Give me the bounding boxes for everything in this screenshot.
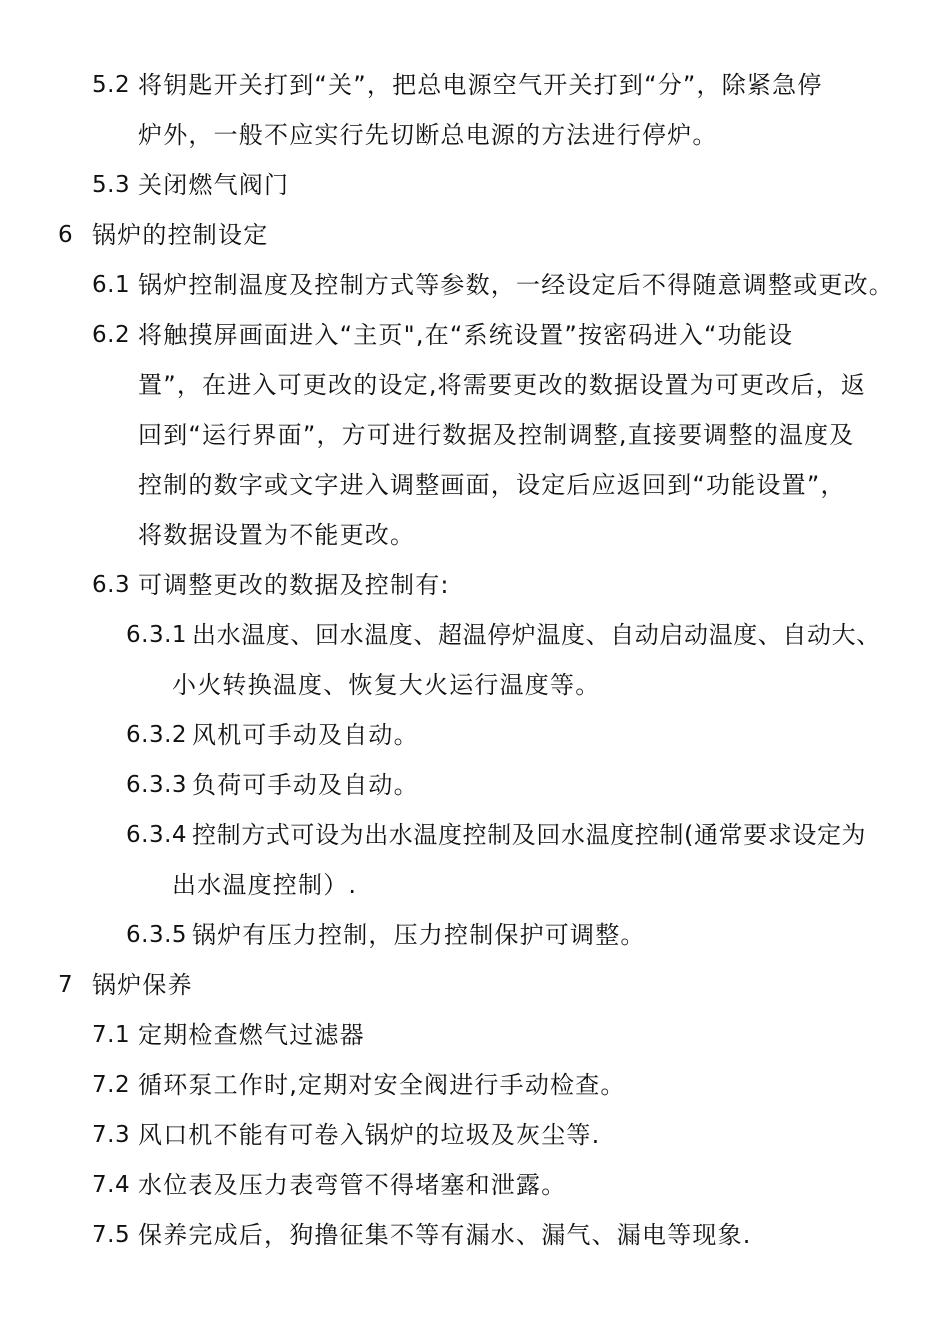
- item-number: 6.3.3: [126, 772, 188, 798]
- item-6-3: [0, 560, 950, 610]
- item-6-2-line-4: [0, 460, 950, 510]
- item-6-3-2: [0, 710, 950, 760]
- item-text: 出水温度控制）.: [172, 871, 358, 899]
- item-text: 炉外，一般不应实行先切断总电源的方法进行停炉。: [138, 121, 718, 149]
- item-5-2-line-2: [0, 110, 950, 160]
- item-text: 风口机不能有可卷入锅炉的垃圾及灰尘等.: [138, 1121, 601, 1149]
- item-number: 7.3: [92, 1122, 131, 1148]
- item-6-2-line-2: [0, 360, 950, 410]
- section-7-heading: [0, 960, 950, 1010]
- item-number: 6.3: [92, 572, 131, 598]
- item-text: 置”，在进入可更改的设定,将需要更改的数据设置为可更改后，返: [138, 371, 867, 399]
- item-text: 负荷可手动及自动。: [192, 771, 419, 799]
- item-6-3-5: [0, 910, 950, 960]
- item-text: 水位表及压力表弯管不得堵塞和泄露。: [138, 1171, 567, 1199]
- item-number: 7.1: [92, 1022, 131, 1048]
- item-6-3-1-line-1: [0, 610, 950, 660]
- item-7-1: [0, 1010, 950, 1060]
- item-text: 出水温度、回水温度、超温停炉温度、自动启动温度、自动大、: [192, 621, 881, 649]
- item-5-3: [0, 160, 950, 210]
- item-6-3-1-line-2: [0, 660, 950, 710]
- item-7-5: [0, 1210, 950, 1260]
- item-6-2-line-1: [0, 310, 950, 360]
- item-text: 定期检查燃气过滤器: [138, 1021, 365, 1049]
- item-text: 将触摸屏画面进入“主页",在“系统设置”按密码进入“功能设: [138, 321, 794, 349]
- section-title: 锅炉保养: [92, 971, 193, 999]
- item-text: 锅炉控制温度及控制方式等参数，一经设定后不得随意调整或更改。: [138, 271, 894, 299]
- item-6-3-4-line-1: [0, 810, 950, 860]
- item-number: 6.1: [92, 272, 131, 298]
- item-number: 6.3.4: [126, 822, 188, 848]
- item-6-2-line-5: [0, 510, 950, 560]
- item-number: 7.5: [92, 1222, 131, 1248]
- item-text: 可调整更改的数据及控制有:: [138, 571, 450, 599]
- item-6-1: [0, 260, 950, 310]
- item-number: 6.2: [92, 322, 131, 348]
- item-6-2-line-3: [0, 410, 950, 460]
- item-text: 控制的数字或文字进入调整画面，设定后应返回到“功能设置”，: [138, 471, 846, 499]
- item-text: 小火转换温度、恢复大火运行温度等。: [172, 671, 601, 699]
- item-text: 控制方式可设为出水温度控制及回水温度控制(通常要求设定为: [192, 821, 867, 849]
- item-number: 5.3: [92, 172, 131, 198]
- item-text: 循环泵工作时,定期对安全阀进行手动检查。: [138, 1071, 626, 1099]
- item-number: 5.2: [92, 72, 131, 98]
- item-text: 锅炉有压力控制，压力控制保护可调整。: [192, 921, 646, 949]
- item-5-2-line-1: [0, 60, 950, 110]
- item-6-3-3: [0, 760, 950, 810]
- section-number: 6: [58, 222, 74, 248]
- item-number: 6.3.1: [126, 622, 188, 648]
- item-text: 保养完成后，狗撸征集不等有漏水、漏气、漏电等现象.: [138, 1221, 752, 1249]
- item-text: 回到“运行界面”，方可进行数据及控制调整,直接要调整的温度及: [138, 421, 855, 449]
- item-6-3-4-line-2: [0, 860, 950, 910]
- item-number: 6.3.5: [126, 922, 188, 948]
- section-number: 7: [58, 972, 74, 998]
- section-6-heading: [0, 210, 950, 260]
- item-number: 7.2: [92, 1072, 131, 1098]
- item-number: 7.4: [92, 1172, 131, 1198]
- section-title: 锅炉的控制设定: [92, 221, 269, 249]
- item-7-2: [0, 1060, 950, 1110]
- item-text: 风机可手动及自动。: [192, 721, 419, 749]
- item-7-4: [0, 1160, 950, 1210]
- item-text: 关闭燃气阀门: [138, 171, 290, 199]
- item-7-3: [0, 1110, 950, 1160]
- item-text: 将钥匙开关打到“关”，把总电源空气开关打到“分”，除紧急停: [138, 71, 823, 99]
- item-text: 将数据设置为不能更改。: [138, 521, 416, 549]
- item-number: 6.3.2: [126, 722, 188, 748]
